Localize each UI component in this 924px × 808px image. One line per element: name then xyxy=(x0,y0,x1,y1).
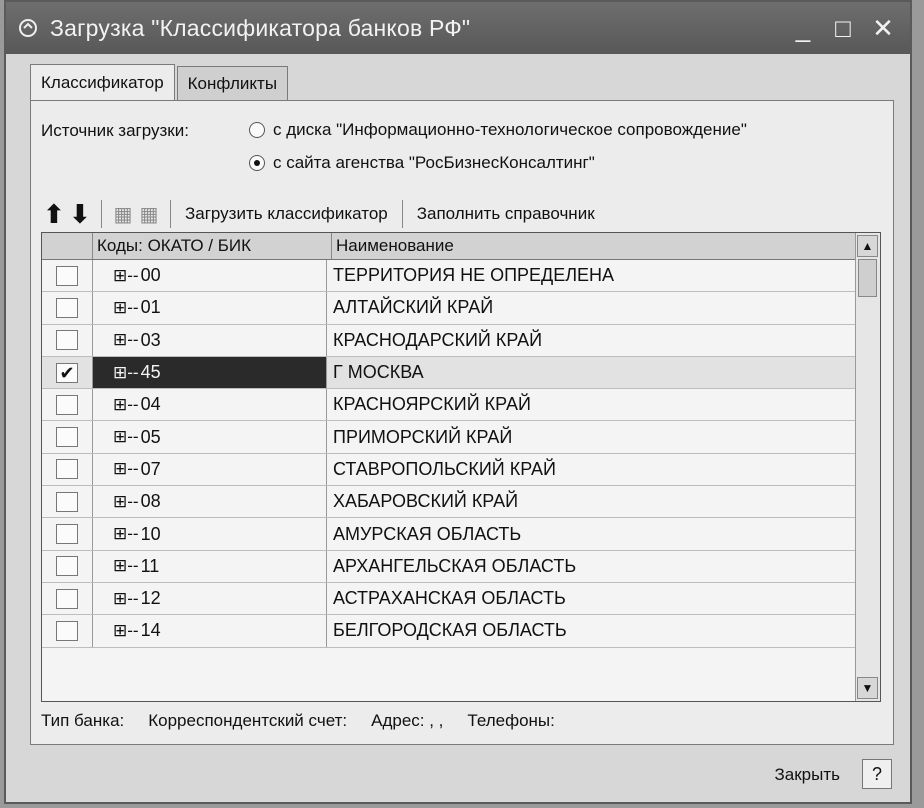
arrow-down-icon[interactable]: ⬇ xyxy=(69,198,91,229)
toolbar-separator xyxy=(402,200,403,228)
scroll-thumb[interactable] xyxy=(858,259,877,297)
fill-directory-button[interactable]: Заполнить справочник xyxy=(416,204,595,223)
row-code-cell[interactable] xyxy=(93,551,327,582)
checkbox[interactable] xyxy=(56,298,78,318)
row-code: 08 xyxy=(140,491,161,512)
row-code-cell[interactable] xyxy=(93,389,327,420)
header-check-column[interactable] xyxy=(42,233,93,259)
row-code-cell[interactable] xyxy=(93,421,327,452)
expand-tree-icon[interactable]: ⊞-- xyxy=(113,330,139,350)
toolbar-separator xyxy=(170,200,171,228)
toolbar-separator xyxy=(101,200,102,228)
radio-source-disk[interactable] xyxy=(249,120,747,140)
row-code-cell[interactable] xyxy=(93,292,327,323)
row-code-cell[interactable] xyxy=(93,615,327,646)
checkbox[interactable] xyxy=(56,459,78,479)
row-name: АЛТАЙСКИЙ КРАЙ xyxy=(333,297,494,318)
row-name: АСТРАХАНСКАЯ ОБЛАСТЬ xyxy=(333,588,566,609)
app-icon xyxy=(14,14,42,42)
corr-account-label: Корреспондентский счет: xyxy=(148,711,348,730)
row-name: ХАБАРОВСКИЙ КРАЙ xyxy=(333,491,519,512)
scroll-up-icon[interactable]: ▲ xyxy=(857,235,878,257)
check-all-icon[interactable]: ▦ xyxy=(113,203,133,226)
dialog-window xyxy=(4,0,912,804)
table-row[interactable] xyxy=(42,325,856,357)
toolbar xyxy=(41,196,601,232)
scroll-down-icon[interactable]: ▼ xyxy=(857,677,878,699)
row-check-cell[interactable] xyxy=(42,583,93,614)
table-row[interactable] xyxy=(42,357,856,389)
tab-classifier[interactable]: Классификатор xyxy=(30,64,175,101)
tab-panel xyxy=(30,100,894,745)
row-check-cell[interactable] xyxy=(42,421,93,452)
row-name: ТЕРРИТОРИЯ НЕ ОПРЕДЕЛЕНА xyxy=(333,265,615,286)
header-code-column[interactable]: Коды: ОКАТО / БИК xyxy=(93,233,332,259)
table-row[interactable] xyxy=(42,486,856,518)
window-title: Загрузка "Классификатора банков РФ" xyxy=(50,14,471,41)
row-code-cell[interactable] xyxy=(93,518,327,549)
dialog-footer xyxy=(6,747,910,802)
title-bar[interactable] xyxy=(6,2,910,54)
checkbox[interactable] xyxy=(56,492,78,512)
row-code-cell[interactable] xyxy=(93,357,327,388)
row-check-cell[interactable] xyxy=(42,260,93,291)
tab-conflicts[interactable]: Конфликты xyxy=(177,66,288,101)
address-label: Адрес: , , xyxy=(371,711,444,730)
row-name: Г МОСКВА xyxy=(333,362,424,383)
row-check-cell[interactable] xyxy=(42,454,93,485)
expand-tree-icon[interactable]: ⊞-- xyxy=(113,265,139,285)
row-name: АРХАНГЕЛЬСКАЯ ОБЛАСТЬ xyxy=(333,555,577,576)
checkbox[interactable] xyxy=(56,395,78,415)
row-check-cell[interactable] xyxy=(42,325,93,356)
expand-tree-icon[interactable]: ⊞-- xyxy=(113,588,139,608)
classifier-table xyxy=(41,232,881,702)
minimize-icon[interactable]: _ xyxy=(795,12,811,43)
expand-tree-icon[interactable]: ⊞-- xyxy=(113,394,139,414)
row-name: КРАСНОДАРСКИЙ КРАЙ xyxy=(333,329,543,350)
expand-tree-icon[interactable]: ⊞-- xyxy=(113,620,139,640)
row-check-cell[interactable] xyxy=(42,292,93,323)
row-code-cell[interactable] xyxy=(93,454,327,485)
arrow-up-icon[interactable]: ⬆ xyxy=(43,198,65,229)
row-code: 11 xyxy=(140,555,160,576)
checkbox[interactable] xyxy=(56,524,78,544)
row-code: 45 xyxy=(140,362,161,383)
row-name: АМУРСКАЯ ОБЛАСТЬ xyxy=(333,523,522,544)
expand-tree-icon[interactable]: ⊞-- xyxy=(113,556,139,576)
radio-button-icon[interactable] xyxy=(249,122,265,138)
row-code-cell[interactable] xyxy=(93,325,327,356)
checkbox-checked[interactable]: ✔ xyxy=(56,363,78,383)
table-row[interactable] xyxy=(42,551,856,583)
status-line xyxy=(41,711,555,731)
help-button[interactable]: ? xyxy=(862,759,892,789)
phones-label: Телефоны: xyxy=(467,711,555,730)
row-name: КРАСНОЯРСКИЙ КРАЙ xyxy=(333,394,531,415)
row-code: 05 xyxy=(140,426,161,447)
expand-tree-icon[interactable]: ⊞-- xyxy=(113,362,139,382)
header-name-column[interactable]: Наименование xyxy=(336,236,454,255)
table-row[interactable] xyxy=(42,421,856,453)
checkbox[interactable] xyxy=(56,589,78,609)
vertical-scrollbar[interactable] xyxy=(855,233,880,701)
row-code: 12 xyxy=(140,588,161,609)
table-row[interactable] xyxy=(42,260,856,292)
table-row[interactable] xyxy=(42,292,856,324)
expand-tree-icon[interactable]: ⊞-- xyxy=(113,427,139,447)
load-classifier-button[interactable]: Загрузить классификатор xyxy=(185,204,388,223)
checkbox[interactable] xyxy=(56,330,78,350)
row-code-cell[interactable] xyxy=(93,583,327,614)
table-row[interactable] xyxy=(42,389,856,421)
row-name: ПРИМОРСКИЙ КРАЙ xyxy=(333,426,513,447)
expand-tree-icon[interactable]: ⊞-- xyxy=(113,459,139,479)
row-code: 04 xyxy=(140,394,161,415)
row-code: 10 xyxy=(140,523,161,544)
close-button[interactable]: Закрыть xyxy=(774,765,840,784)
row-check-cell[interactable] xyxy=(42,389,93,420)
tab-strip xyxy=(30,66,290,102)
row-code: 01 xyxy=(140,297,161,318)
row-code: 03 xyxy=(140,329,161,350)
row-check-cell[interactable] xyxy=(42,615,93,646)
source-label: Источник загрузки: xyxy=(41,121,189,140)
radio-source-site[interactable] xyxy=(249,153,595,173)
row-name: СТАВРОПОЛЬСКИЙ КРАЙ xyxy=(333,458,556,479)
table-row[interactable] xyxy=(42,583,856,615)
row-code: 14 xyxy=(140,620,161,641)
table-row[interactable] xyxy=(42,454,856,486)
radio-button-selected-icon[interactable] xyxy=(249,155,265,171)
radio-label-disk: с диска "Информационно-технологическое сопровождение" xyxy=(273,120,747,139)
row-check-cell[interactable] xyxy=(42,357,93,388)
table-header xyxy=(42,233,856,260)
maximize-icon[interactable]: □ xyxy=(835,12,851,43)
row-check-cell[interactable] xyxy=(42,518,93,549)
row-check-cell[interactable] xyxy=(42,486,93,517)
row-check-cell[interactable] xyxy=(42,551,93,582)
checkbox[interactable] xyxy=(56,427,78,447)
row-name: БЕЛГОРОДСКАЯ ОБЛАСТЬ xyxy=(333,620,567,641)
checkbox[interactable] xyxy=(56,621,78,641)
uncheck-all-icon[interactable]: ▦ xyxy=(139,203,159,226)
checkbox[interactable] xyxy=(56,556,78,576)
row-code-cell[interactable] xyxy=(93,486,327,517)
radio-label-site: с сайта агенства "РосБизнесКонсалтинг" xyxy=(273,153,595,172)
table-row[interactable] xyxy=(42,615,856,647)
table-body xyxy=(42,260,856,648)
table-row[interactable] xyxy=(42,518,856,550)
row-code-cell[interactable] xyxy=(93,260,327,291)
row-code: 00 xyxy=(140,265,161,286)
close-icon[interactable]: ✕ xyxy=(872,12,894,43)
expand-tree-icon[interactable]: ⊞-- xyxy=(113,491,139,511)
checkbox[interactable] xyxy=(56,266,78,286)
expand-tree-icon[interactable]: ⊞-- xyxy=(113,297,139,317)
bank-type-label: Тип банка: xyxy=(41,711,125,730)
row-code: 07 xyxy=(140,458,161,479)
expand-tree-icon[interactable]: ⊞-- xyxy=(113,524,139,544)
